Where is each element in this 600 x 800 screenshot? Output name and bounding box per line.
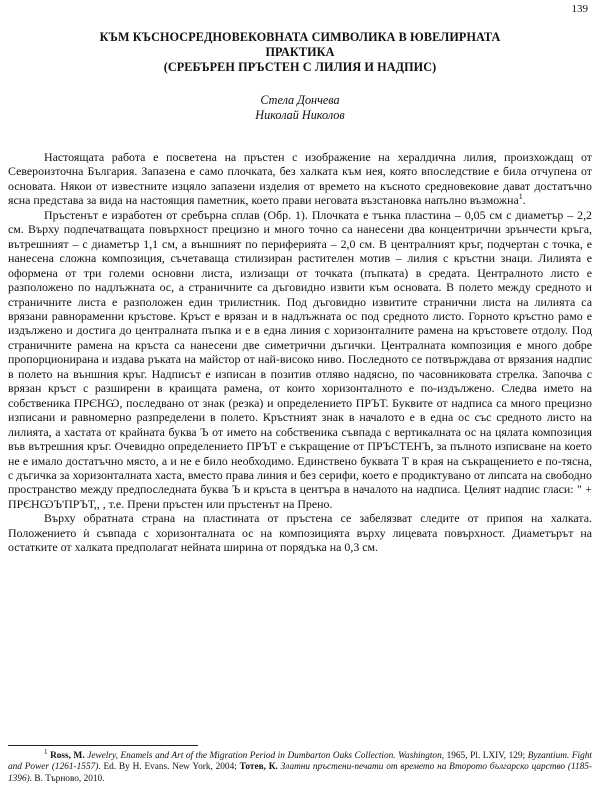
footnote-totev-rest: В. Търново, 2010. [32, 773, 105, 784]
author-1: Стела Дончева [260, 93, 340, 107]
footnote-totev-author: Тотев, К. [239, 762, 278, 773]
authors [0, 93, 600, 123]
footnote [8, 747, 592, 785]
footnote-byzantium-rest: Ed. By H. Evans. New York, 2004; [100, 762, 237, 773]
footnote-text [8, 747, 592, 785]
title-line-2: ПРАКТИКА [265, 45, 335, 59]
page-number: 139 [571, 3, 588, 15]
footnote-byzantium-title: Byzantium. Fight and Power (1261-1557). [8, 751, 592, 773]
footnote-divider [8, 745, 198, 746]
paragraph-2: Пръстенът е изработен от сребърна сплав (Обр. 1). Плочката е тънка пластина – 0,05 см с диаметър – 2,2 см. Върху подпечатващата повърхност прецизно и много точно са нанесени два концентрични зрънчести кръга, вътрешният – с диаметър 1,1 см, а външният по периферията – 2,0 см. В централният кръг, подчертан с точка, е нанесена сложна композиция, съчетаваща стилизиран растителен мотив – лилия с кръстни знаци. Лилията е оформена от три големи основни листа, излизащи от точката (пъпката) в средата. Централното листо е разположено по надлъжната ос, а страничните са дъговидно извити към основата. В полето между средното и страничните листа е разположен един трилистник. Под дъговидно извитите странични листа на лилията са врязани равнораменни кръстове. Кръст е врязан и в надлъжната ос под средното листо. Горното кръстно рамо е издължено и достига до централната пъпка и е в една линия с хоризонталните рамена на кръстовете отдолу. Под страничните рамена на кръста са нанесени две симетрични дъгички. Централната композиция е много добре пропорционирана и издава ръката на майстор от най-високо ниво. Последното се потвърждава от врязания надпис в полето на външния кръг. Надписът е изписан в позитив отляво надясно, по часовниковата стрелка. Започва с врязан кръст с разширени в краищата рамена, от които хоризонталното е по-издължено. Следва името на собственика ПРЄНѠ, последвано от знак (резка) и определението ПРЪТ. Буквите от надписа са много прецизно изписани и равномерно разпределени в полето. Кръстният знак в началото е в една ос със средното листо на лилията, а хастата от крайната буква Ъ от името на собственика съвпада с вертикалната ос на цялата композиция във вътрешния кръг. Очевидно определението ПРЪТ е съкращение от ПРЪСТЕНЪ, за пълното изписване на което не е имало достатъчно място, а и не е било необходимо. Единственo буквата Т в края на съкращението е по-тясна, с дъгичка за хоризонталната хаста, вместо права линия и без серифи, което е продиктувано от липсата на свободно пространство между предпоследната буква Ъ и кръста в центъра в началото на надписа. Целият надпис гласи: " + ПРЄНѠЪ'ПРЪТ,, , т.е. Прени пръстен или пръстенът на Прено. [8, 207, 592, 511]
title-line-1: КЪМ КЪСНОСРЕДНОВЕКОВНАТА СИМВОЛИКА В ЮВЕЛИРНАТА [99, 30, 501, 44]
footnote-ross-title: Jewelry, Enamels and Art of the Migration Period in Dumbarton Oaks Collection. Washington [87, 751, 442, 761]
paragraph-1: Настоящата работа е посветена на пръстен с изображение на хералдична лилия, произхождащ от Североизточна България. Запазена е само плочката, без халката към нея, която впоследствие е била отчупена от основата. Някои от известните изцяло запазени изделия от времето на късното средновековие дават достатъчно ясна представа за вида на настоящия паметник, което прави неговата възстановка напълно възможна$^1$. [8, 150, 592, 208]
footnote-totev-title: Златни пръстени-печати от времето на Второто българско царство (1185-1396). [8, 762, 592, 784]
footnote-ross-rest: , 1965, Pl. LXIV, 129; [441, 751, 528, 761]
title-line-3: (СРЕБЪРЕН ПРЪСТЕН С ЛИЛИЯ И НАДПИС) [163, 60, 437, 74]
footnote-ross-author: Ross, M. [50, 751, 85, 761]
footnote-mark: 1 [44, 747, 48, 756]
paragraph-1-text: Настоящата работа е посветена на пръстен с изображение на хералдична лилия, произхождащ от Североизточна България. Запазена е само плочката, без халката към нея, която впоследствие е била отчупена от основата. Някои от известните изцяло запазени изделия от времето на късното средновековие дават достатъчно ясна представа за вида на настоящия паметник, което прави неговата възстановка напълно възможна [8, 150, 592, 208]
author-2: Николай Николов [255, 108, 345, 122]
paragraph-3: Върху обратната страна на пластината от пръстена се забелязват следите от припоя на халката. Положението ѝ съвпада с хоризонталната ос на композицията върху лицевата повърхност. Диаметърът на остатките от халката предполагат нейната ширина от порядъка на 0,3 см. [8, 511, 592, 555]
article-title [20, 30, 580, 75]
article-body [8, 150, 592, 555]
footnote-reference[interactable]: 1 [518, 192, 523, 202]
